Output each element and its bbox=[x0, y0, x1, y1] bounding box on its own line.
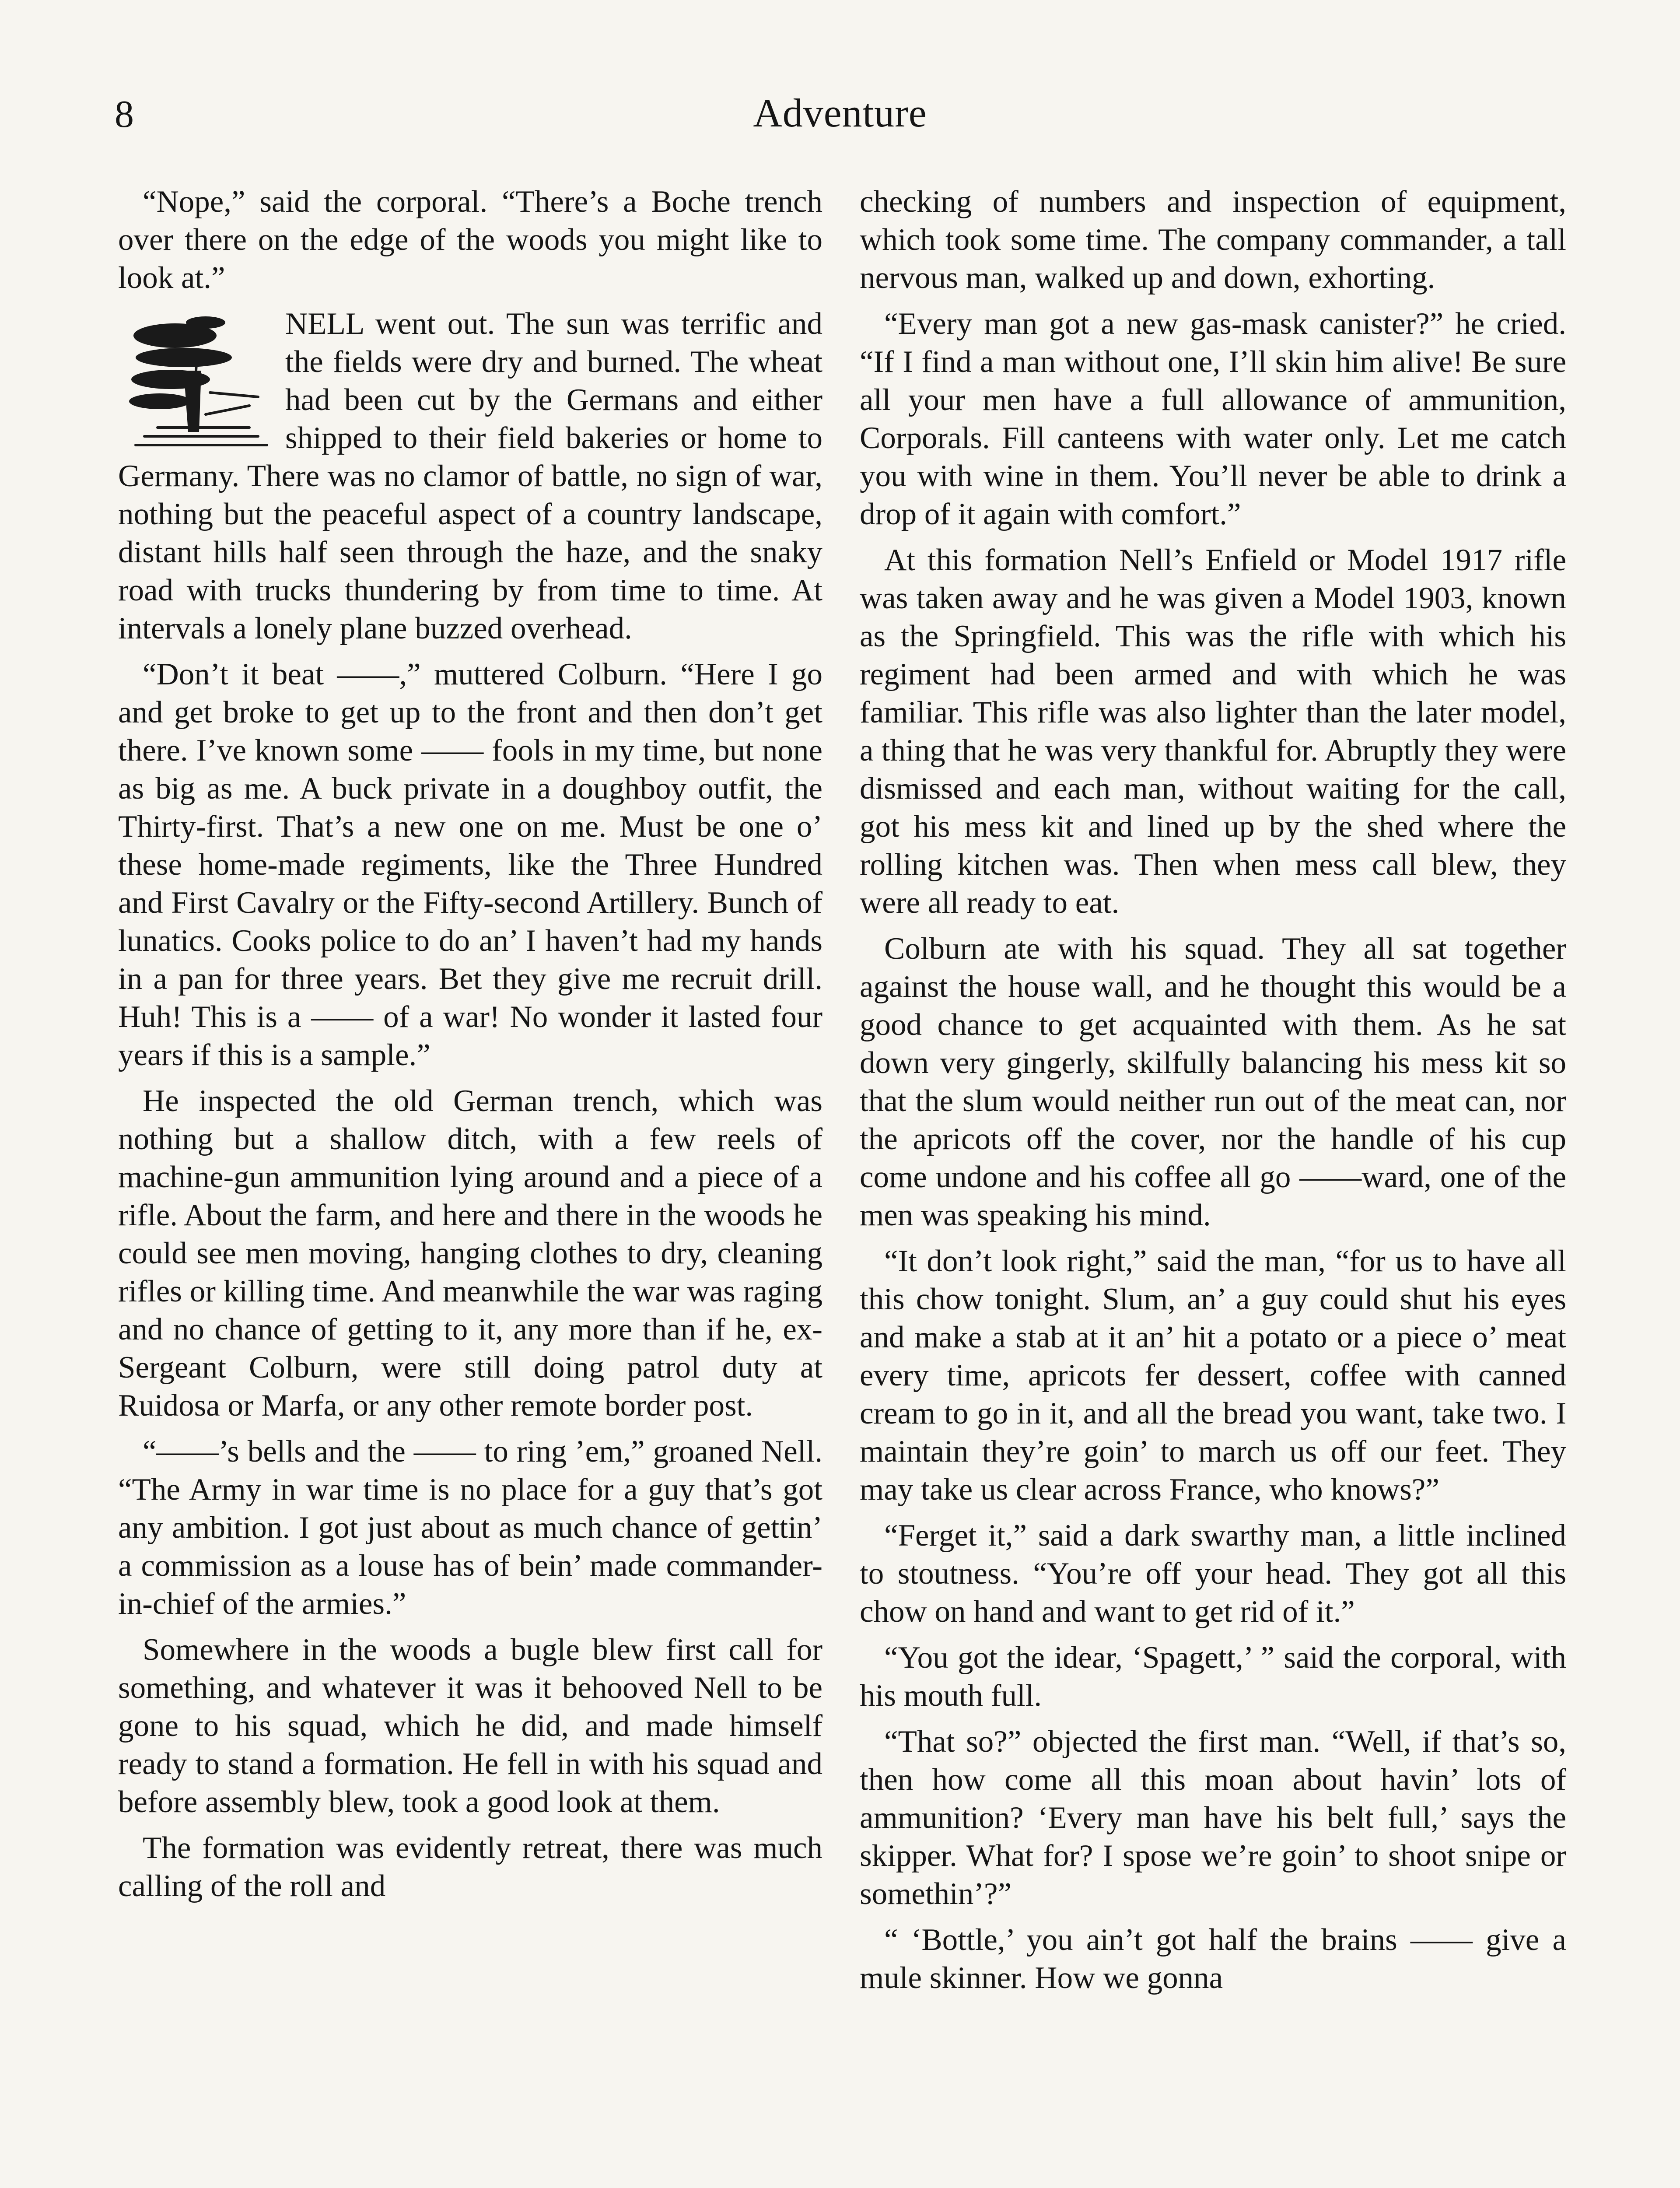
paragraph: “ ‘Bottle,’ you ain’t got half the brains —— give a mule skinner. How we gonna bbox=[860, 1923, 1566, 1995]
running-head: Adventure bbox=[753, 91, 927, 135]
paragraph: “It don’t look right,” said the man, “for us to have all this chow tonight. Slum, an’ a guy could shut his eyes and make a stab at it an’ hit a potato or a piece o’ meat every time, apricots fer dessert, coffee with canned cream to go in it, and all the bread you want, take two. I maintain they’re goin’ to march us off our feet. They may take us clear across France, who knows?” bbox=[860, 1244, 1566, 1507]
paragraph: “Don’t it beat ——,” muttered Colburn. “Here I go and get broke to get up to the front and then don’t get there. I’ve known some —— fools in my time, but none as big as me. A buck private in a doughboy outfit, the Thirty-first. That’s a new one on me. Must be one o’ these home-made regiments, like the Three Hundred and First Cavalry or the Fifty-second Artillery. Bunch of lunatics. Cooks police to do an’ I haven’t had my hands in a pan for three years. Bet they give me recruit drill. Huh! This is a —— of a war! No wonder it lasted four years if this is a sample.” bbox=[118, 657, 822, 1072]
right-column bbox=[860, 183, 1566, 2005]
left-column bbox=[118, 183, 822, 1913]
paragraph: At this formation Nell’s Enfield or Model 1917 rifle was taken away and he was given a Model 1903, known as the Springfield. This was the rifle with which his regiment had been armed and with which he was familiar. This rifle was also lighter than the later model, a thing that he was very thankful for. Abruptly they were dismissed and each man, without waiting for the call, got his mess kit and lined up by the shed where the rolling kitchen was. Then when mess call blew, they were all ready to eat. bbox=[860, 543, 1566, 920]
paragraph: “Nope,” said the corporal. “There’s a Boche trench over there on the edge of the woods you might like to look at.” bbox=[118, 185, 822, 295]
paragraph: “Ferget it,” said a dark swarthy man, a little inclined to stoutness. “You’re off your head. They got all this chow on hand and want to get rid of it.” bbox=[860, 1518, 1566, 1629]
paragraph: Somewhere in the woods a bugle blew first call for something, and whatever it was it behooved Nell to be gone to his squad, which he did, and made himself ready to stand a formation. He fell in with his squad and before assembly blew, took a good look at them. bbox=[118, 1633, 822, 1819]
page-number: 8 bbox=[115, 93, 134, 136]
paragraph: checking of numbers and inspection of equipment, which took some time. The company commander, a tall nervous man, walked up and down, exhorting. bbox=[860, 185, 1566, 295]
paragraph: Colburn ate with his squad. They all sat together against the house wall, and he thought this would be a good chance to get acquainted with them. As he sat down very gingerly, skilfully balancing his mess kit so that the slum would neither run out of the meat can, nor the apricots off the cover, nor the handle of his cup come undone and his coffee all go ——ward, one of the men was speaking his mind. bbox=[860, 932, 1566, 1232]
paragraph: “Every man got a new gas-mask canister?” he cried. “If I find a man without one, I’ll skin him alive! Be sure all your men have a full allowance of ammunition, Corporals. Fill canteens with water only. Let me catch you with wine in them. You’ll never be able to drink a drop of it again with comfort.” bbox=[860, 307, 1566, 531]
paragraph: “You got the idear, ‘Spagett,’ ” said the corporal, with his mouth full. bbox=[860, 1641, 1566, 1713]
paragraph: “That so?” objected the first man. “Well, if that’s so, then how come all this moan about havin’ lots of ammunition? ‘Every man have his belt full,’ says the skipper. What for? I spose we’re goin’ to shoot snipe or somethin’?” bbox=[860, 1725, 1566, 1911]
paragraph: He inspected the old German trench, which was nothing but a shallow ditch, with a few reels of machine-gun ammunition lying around and a piece of a rifle. About the farm, and here and there in the woods he could see men moving, hanging clothes to dry, cleaning rifles or killing time. And meanwhile the war was raging and no chance of getting to it, any more than if he, ex-Sergeant Colburn, were still doing patrol duty at Ruidosa or Marfa, or any other remote border post. bbox=[118, 1084, 822, 1423]
paragraph-dropcap: NELL went out. The sun was terrific and the fields were dry and burned. The wheat had been cut by the Germans and either shipped to their field bakeries or home to Germany. There was no clamor of battle, no sign of war, nothing but the peaceful aspect of a country landscape, distant hills half seen through the haze, and the snaky road with trucks thundering by from time to time. At intervals a lonely plane buzzed overhead. bbox=[118, 305, 822, 648]
paragraph: The formation was evidently retreat, there was much calling of the roll and bbox=[118, 1831, 822, 1903]
tree-landscape-icon bbox=[118, 305, 276, 454]
paragraph: “——’s bells and the —— to ring ’em,” groaned Nell. “The Army in war time is no place for a guy that’s got any ambition. I got just about as much chance of gettin’ a commission as a louse has of bein’ made commander-in-chief of the armies.” bbox=[118, 1434, 822, 1621]
